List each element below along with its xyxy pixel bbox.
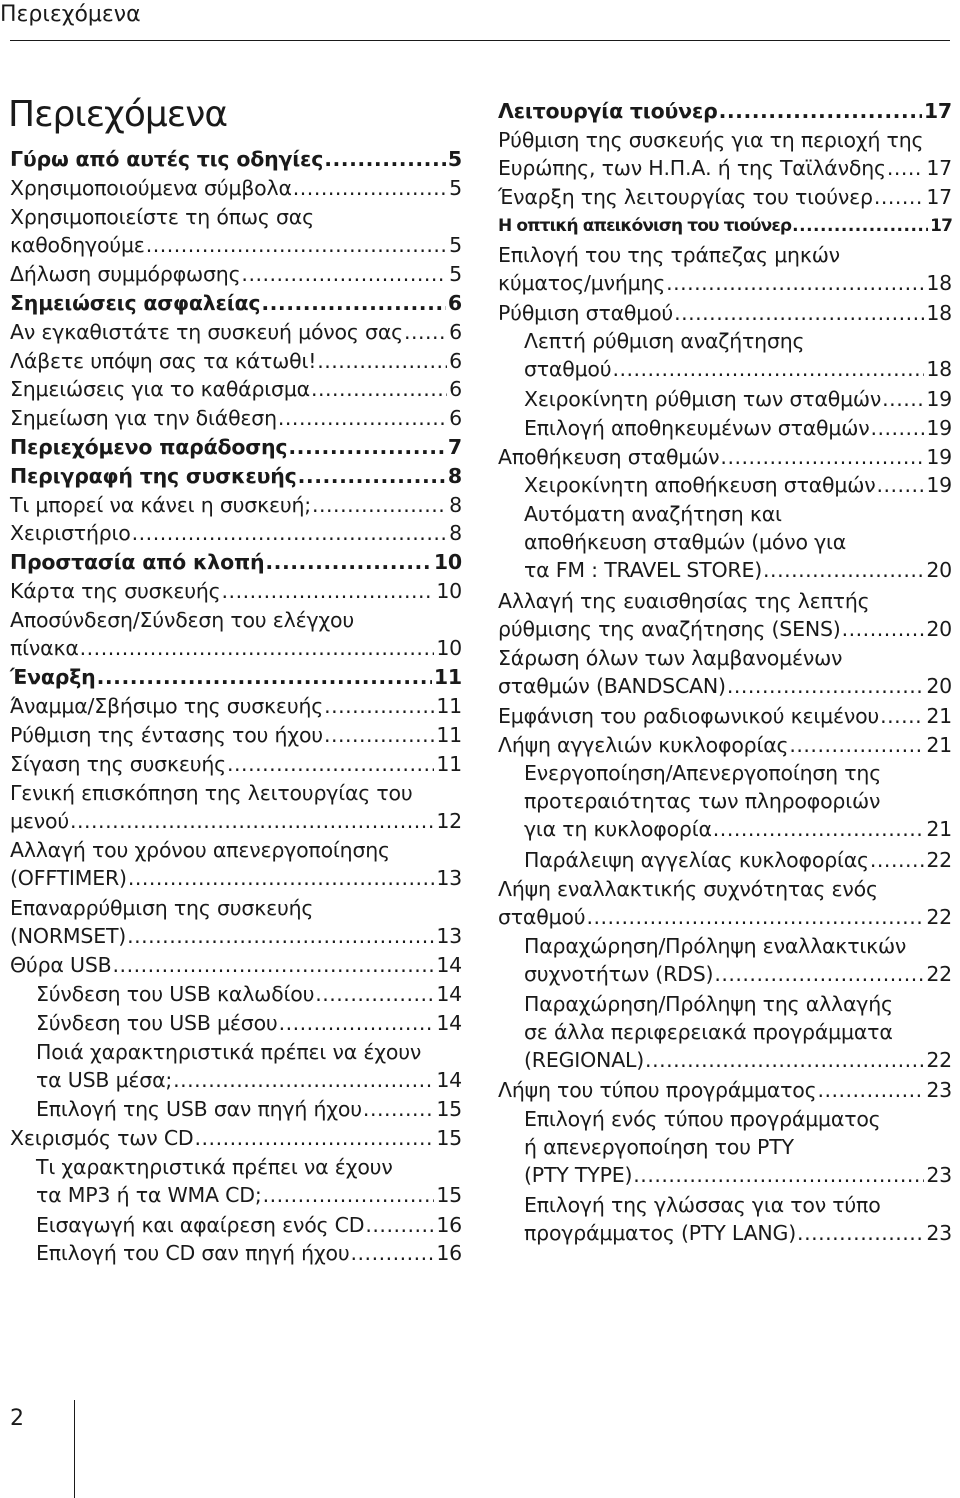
toc-entry[interactable]	[10, 203, 462, 259]
toc-entry-title: (NORMSET)	[10, 923, 127, 948]
toc-entry-title: τα USB μέσα;	[36, 1067, 173, 1092]
toc-entry-title: Χρησιμοποιούμενα σύμβολα	[10, 175, 292, 200]
toc-entry-page: 14	[436, 953, 462, 978]
toc-entry-title: σταθμού	[524, 357, 612, 382]
toc-entry[interactable]	[498, 1076, 952, 1104]
toc-entry[interactable]	[524, 990, 952, 1074]
toc-entry-title: (OFFTIMER)	[10, 866, 127, 891]
toc-entry-line: ή απενεργοποίηση του PTY	[524, 1135, 794, 1159]
toc-entry[interactable]	[524, 414, 952, 442]
toc-entry[interactable]	[10, 433, 462, 461]
toc-entry-page: 22	[926, 962, 952, 987]
dot-leader	[315, 980, 434, 1008]
toc-entry-page: 6	[449, 406, 462, 431]
dot-leader	[792, 212, 928, 240]
dot-leader	[278, 404, 447, 432]
dot-leader	[763, 556, 924, 584]
toc-entry-title: Αποθήκευση σταθμών	[498, 444, 720, 469]
toc-entry-line: προτεραιότητας των πληροφοριών	[524, 789, 881, 814]
toc-entry-page: 6	[447, 291, 462, 315]
dot-leader	[288, 433, 446, 461]
toc-entry-page: 20	[926, 558, 952, 583]
toc-entry-page: 16	[436, 1241, 462, 1266]
dot-leader	[128, 864, 435, 892]
toc-entry-page: 11	[436, 751, 462, 776]
dot-leader	[674, 299, 924, 327]
toc-entry-title: ρύθμισης της αναζήτησης (SENS)	[498, 616, 841, 641]
toc-entry[interactable]	[524, 759, 952, 843]
toc-entry[interactable]	[36, 1009, 462, 1037]
toc-entry-page: 11	[436, 694, 462, 719]
toc-entry-title: Περιεχόμενο παράδοσης	[10, 435, 288, 459]
dot-leader	[887, 154, 924, 182]
toc-entry[interactable]	[10, 577, 462, 605]
toc-entry-title: Δήλωση συμμόρφωσης	[10, 262, 241, 287]
toc-entry[interactable]	[36, 1211, 462, 1239]
toc-entry-page: 23	[926, 1221, 952, 1246]
toc-entry-line: Ποιά χαρακτηριστικά πρέπει να έχουν	[36, 1039, 422, 1064]
toc-entry-title: σταθμού	[498, 904, 586, 929]
toc-entry-title: Επιλογή της USB σαν πηγή ήχου	[36, 1097, 362, 1122]
dot-leader	[317, 347, 447, 375]
dot-leader	[132, 519, 448, 547]
toc-entry[interactable]	[10, 951, 462, 979]
toc-entry[interactable]	[524, 471, 952, 499]
toc-entry[interactable]	[36, 980, 462, 1008]
toc-entry[interactable]	[498, 731, 952, 759]
toc-entry[interactable]	[10, 692, 462, 720]
dot-leader	[720, 443, 924, 471]
toc-entry-page: 14	[436, 982, 462, 1007]
dot-leader	[874, 183, 924, 211]
toc-entry[interactable]	[10, 1124, 462, 1152]
toc-entry[interactable]	[10, 750, 462, 778]
toc-entry-title: πίνακα	[10, 635, 79, 660]
toc-entry[interactable]	[524, 846, 952, 874]
toc-entry[interactable]	[10, 491, 462, 519]
toc-entry-page: 20	[926, 616, 952, 641]
toc-entry[interactable]	[10, 375, 462, 403]
toc-entry[interactable]	[498, 299, 952, 327]
toc-entry-line: Αυτόματη αναζήτηση και	[524, 502, 782, 527]
toc-entry[interactable]	[498, 97, 952, 125]
dot-leader	[80, 634, 435, 662]
toc-entry-page: 17	[926, 185, 952, 210]
toc-entry-title: σταθμών (BANDSCAN)	[498, 674, 726, 699]
dot-leader	[797, 1219, 924, 1247]
toc-entry-title: Ευρώπης, των Η.Π.Α. ή της Ταϊλάνδης	[498, 155, 886, 180]
toc-entry-title: Χειριστήριο	[10, 521, 131, 546]
toc-entry-line: Λήψη εναλλακτικής συχνότητας ενός	[498, 876, 878, 901]
toc-title: Περιεχόμενα	[8, 94, 228, 135]
dot-leader	[870, 846, 924, 874]
toc-entry-title: προγράμματος (PTY LANG)	[524, 1221, 797, 1246]
toc-entry-line: Επιλογή του της τράπεζας μηκών	[498, 243, 840, 267]
dot-leader	[880, 702, 924, 730]
toc-entry-title: Παράλειψη αγγελίας κυκλοφορίας	[524, 847, 869, 872]
toc-entry[interactable]	[10, 663, 462, 691]
toc-entry-page: 8	[447, 463, 462, 488]
toc-entry-page: 15	[436, 1097, 462, 1122]
toc-entry-title: Λήψη του τύπου προγράμματος	[498, 1078, 817, 1103]
toc-entry-line: Επιλογή της γλώσσας για τον τύπο	[524, 1193, 881, 1218]
dot-leader	[719, 97, 922, 125]
toc-entry-title: Ρύθμιση της έντασης του ήχου	[10, 723, 323, 747]
toc-entry-page: 6	[449, 348, 462, 373]
toc-entry-page: 23	[926, 1078, 952, 1103]
toc-entry-page: 21	[926, 817, 952, 842]
toc-entry-line: Ρύθμιση της συσκευής για τη περιοχή της	[498, 127, 924, 152]
toc-entry-title: Τι μπορεί να κάνει η συσκευή;	[10, 492, 311, 517]
dot-leader	[404, 318, 447, 346]
dot-leader	[70, 807, 434, 835]
dot-leader	[222, 577, 435, 605]
dot-leader	[113, 951, 435, 979]
toc-entry-title: Σύνδεση του USB καλωδίου	[36, 982, 315, 1007]
toc-entry-title: καθοδηγούμε	[10, 232, 145, 257]
dot-leader	[870, 414, 924, 442]
toc-entry-line: Ενεργοποίηση/Απενεργοποίηση της	[524, 761, 882, 786]
toc-entry-page: 12	[436, 808, 462, 833]
dot-leader	[714, 960, 924, 988]
toc-entry-line: Τι χαρακτηριστικά πρέπει να έχουν	[36, 1155, 393, 1179]
toc-entry-page: 11	[436, 723, 462, 747]
dot-leader	[146, 231, 447, 259]
toc-entry[interactable]	[10, 174, 462, 202]
toc-entry-title: Εισαγωγή και αφαίρεση ενός CD	[36, 1212, 365, 1237]
toc-entry-line: Λεπτή ρύθμιση αναζήτησης	[524, 329, 805, 354]
dot-leader	[324, 692, 434, 720]
toc-entry-page: 19	[926, 473, 952, 498]
dot-leader	[586, 903, 924, 931]
toc-entry-title: Αν εγκαθιστάτε τη συσκευή μόνος σας	[10, 319, 403, 344]
toc-entry-page: 6	[449, 319, 462, 344]
toc-entry-page: 15	[436, 1126, 462, 1151]
toc-entry-page: 14	[436, 1067, 462, 1092]
running-header: Περιεχόμενα	[0, 2, 141, 27]
toc-entry-line: Παραχώρηση/Πρόληψη της αλλαγής	[524, 991, 893, 1016]
toc-entry[interactable]	[524, 500, 952, 584]
toc-entry[interactable]	[10, 519, 462, 547]
toc-entry-title: (REGIONAL)	[524, 1047, 645, 1072]
dot-leader	[97, 663, 432, 691]
dot-leader	[789, 731, 924, 759]
dot-leader	[842, 615, 925, 643]
toc-entry-page: 8	[449, 521, 462, 546]
dot-leader	[265, 548, 431, 576]
dot-leader	[263, 1181, 435, 1209]
toc-entry[interactable]	[498, 241, 952, 297]
toc-entry-title: για τη κυκλοφορία	[524, 817, 712, 842]
toc-entry-line: αποθήκευση σταθμών (μόνο για	[524, 530, 847, 555]
dot-leader	[279, 1009, 435, 1037]
toc-entry-line: Επαναρρύθμιση της συσκευής	[10, 895, 314, 920]
dot-leader	[324, 145, 446, 173]
header-rule	[10, 40, 950, 41]
toc-entry[interactable]	[498, 875, 952, 931]
dot-leader	[227, 750, 434, 778]
toc-entry-page: 18	[926, 300, 952, 325]
toc-entry[interactable]	[36, 1153, 462, 1209]
toc-entry-page: 18	[926, 357, 952, 382]
toc-entry[interactable]	[524, 385, 952, 413]
toc-entry[interactable]	[10, 721, 462, 749]
dot-leader	[817, 1076, 924, 1104]
toc-entry-page: 16	[436, 1212, 462, 1237]
toc-entry-title: Επιλογή αποθηκευμένων σταθμών	[524, 415, 870, 440]
toc-entry[interactable]	[10, 347, 462, 375]
toc-entry-page: 7	[447, 435, 462, 459]
toc-entry-line: σε άλλα περιφερειακά προγράμματα	[524, 1019, 893, 1044]
dot-leader	[173, 1066, 434, 1094]
toc-entry-title: Κάρτα της συσκευής	[10, 579, 221, 603]
toc-entry-title: Λάβετε υπόψη σας τα κάτωθι!	[10, 348, 317, 373]
toc-entry[interactable]	[36, 1239, 462, 1267]
dot-leader	[666, 269, 924, 297]
dot-leader	[365, 1211, 434, 1239]
toc-entry[interactable]	[36, 1095, 462, 1123]
dot-leader	[713, 815, 925, 843]
dot-leader	[363, 1095, 434, 1123]
toc-entry-title: μενού	[10, 808, 69, 833]
toc-entry[interactable]	[498, 126, 952, 182]
toc-entry-page: 5	[449, 232, 462, 257]
dot-leader	[298, 462, 446, 490]
toc-entry-title: Η οπτική απεικόνιση του τιούνερ	[498, 216, 792, 237]
toc-entry-title: Εμφάνιση του ραδιοφωνικού κειμένου	[498, 703, 880, 728]
dot-leader	[127, 922, 434, 950]
toc-entry-line: Αποσύνδεση/Σύνδεση του ελέγχου	[10, 607, 355, 632]
toc-entry-page: 13	[436, 923, 462, 948]
toc-entry-title: συχνοτήτων (RDS)	[524, 962, 714, 987]
dot-leader	[633, 1161, 924, 1189]
toc-entry[interactable]	[498, 443, 952, 471]
toc-entry-title: Σημείωση για την διάθεση	[10, 406, 277, 431]
toc-entry[interactable]	[10, 260, 462, 288]
toc-entry[interactable]	[524, 932, 952, 988]
toc-entry-page: 5	[449, 175, 462, 200]
toc-entry[interactable]	[10, 289, 462, 317]
dot-leader	[876, 471, 924, 499]
dot-leader	[645, 1046, 924, 1074]
page-number: 2	[10, 1406, 24, 1431]
dot-leader	[882, 385, 924, 413]
toc-entry[interactable]	[10, 779, 462, 835]
toc-entry-title: Περιγραφή της συσκευής	[10, 463, 297, 488]
toc-entry[interactable]	[524, 1105, 952, 1189]
dot-leader	[293, 174, 447, 202]
toc-entry-title: (PTY TYPE)	[524, 1163, 633, 1187]
toc-entry-title: Χειροκίνητη αποθήκευση σταθμών	[524, 473, 876, 498]
toc-entry-page: 17	[923, 99, 952, 123]
toc-entry-title: τα FM : TRAVEL STORE)	[524, 558, 763, 583]
toc-entry-page: 19	[926, 387, 952, 411]
toc-entry[interactable]	[10, 836, 462, 892]
toc-entry[interactable]	[524, 1191, 952, 1247]
toc-entry-title: Σίγαση της συσκευής	[10, 751, 227, 776]
toc-entry-title: Λειτουργία τιούνερ	[498, 99, 718, 123]
toc-entry[interactable]	[498, 702, 952, 730]
toc-entry-page: 23	[926, 1163, 952, 1187]
toc-entry[interactable]	[498, 183, 952, 211]
toc-entry-title: Σημειώσεις για το καθάρισμα	[10, 377, 310, 402]
toc-entry-title: Χειροκίνητη ρύθμιση των σταθμών	[524, 387, 882, 411]
toc-entry-page: 22	[926, 1047, 952, 1072]
toc-entry[interactable]	[10, 404, 462, 432]
toc-entry-page: 21	[926, 703, 952, 728]
toc-entry-line: Επιλογή ενός τύπου προγράμματος	[524, 1107, 881, 1131]
toc-entry-page: 5	[447, 147, 462, 171]
toc-entry-page: 6	[449, 377, 462, 402]
toc-entry-title: Άναμμα/Σβήσιμο της συσκευής	[10, 694, 324, 719]
dot-leader	[351, 1239, 435, 1267]
toc-entry-page: 13	[436, 866, 462, 891]
toc-entry[interactable]	[10, 145, 462, 173]
dot-leader	[727, 672, 924, 700]
toc-entry-line: Χρησιμοποιείστε τη όπως σας	[10, 204, 314, 229]
toc-entry-line: Γενική επισκόπηση της λειτουργίας του	[10, 780, 413, 805]
toc-entry-title: Ρύθμιση σταθμού	[498, 300, 674, 325]
toc-entry-page: 20	[926, 674, 952, 699]
toc-entry[interactable]	[498, 212, 952, 240]
toc-entry-page: 17	[926, 155, 952, 180]
footer-rule	[74, 1400, 75, 1498]
toc-entry-page: 22	[926, 847, 952, 872]
toc-entry[interactable]	[36, 1038, 462, 1094]
toc-entry-page: 8	[449, 492, 462, 517]
dot-leader	[324, 721, 434, 749]
toc-entry-title: Έναρξη της λειτουργίας του τιούνερ	[498, 185, 873, 210]
toc-entry-page: 11	[433, 665, 462, 690]
toc-entry-page: 22	[926, 904, 952, 929]
toc-entry-title: Επιλογή του CD σαν πηγή ήχου	[36, 1241, 350, 1266]
toc-entry-line: Αλλαγή του χρόνου απενεργοποίησης	[10, 838, 390, 863]
toc-entry-page: 17	[930, 216, 952, 237]
toc-entry-line: Σάρωση όλων των λαμβανομένων	[498, 646, 843, 671]
toc-entry-title: Έναρξη	[10, 665, 96, 690]
toc-entry[interactable]	[10, 462, 462, 490]
toc-entry-title: κύματος/μνήμης	[498, 271, 666, 295]
toc-entry-title: Λήψη αγγελιών κυκλοφορίας	[498, 732, 789, 757]
toc-entry-line: Παραχώρηση/Πρόληψη εναλλακτικών	[524, 934, 907, 959]
dot-leader	[311, 375, 447, 403]
toc-entry-page: 19	[926, 415, 952, 440]
toc-entry-page: 21	[926, 732, 952, 757]
dot-leader	[612, 355, 924, 383]
dot-leader	[241, 260, 447, 288]
toc-entry-title: τα MP3 ή τα WMA CD;	[36, 1183, 262, 1207]
toc-entry[interactable]	[10, 606, 462, 662]
toc-entry-title: Χειρισμός των CD	[10, 1126, 194, 1151]
toc-entry[interactable]	[498, 587, 952, 643]
toc-entry-line: Αλλαγή της ευαισθησίας της λεπτής	[498, 588, 870, 613]
toc-entry-title: Σημειώσεις ασφαλείας	[10, 291, 261, 315]
toc-entry-title: Προστασία από κλοπή	[10, 550, 265, 575]
toc-entry-page: 14	[436, 1011, 462, 1035]
toc-entry-page: 10	[433, 550, 462, 575]
dot-leader	[195, 1124, 435, 1152]
toc-entry-title: Σύνδεση του USB μέσου	[36, 1011, 278, 1035]
toc-entry[interactable]	[524, 327, 952, 383]
toc-entry-page: 19	[926, 444, 952, 469]
dot-leader	[261, 289, 446, 317]
toc-entry-title: Γύρω από αυτές τις οδηγίες	[10, 147, 324, 171]
toc-entry-page: 10	[436, 635, 462, 660]
dot-leader	[312, 491, 447, 519]
toc-entry-page: 18	[926, 271, 952, 295]
toc-entry-page: 5	[449, 262, 462, 287]
toc-entry-title: Θύρα USB	[10, 953, 112, 978]
toc-entry[interactable]	[10, 548, 462, 576]
toc-entry[interactable]	[10, 894, 462, 950]
toc-entry-page: 15	[436, 1183, 462, 1207]
toc-entry[interactable]	[10, 318, 462, 346]
toc-entry-page: 10	[436, 579, 462, 603]
toc-entry[interactable]	[498, 644, 952, 700]
